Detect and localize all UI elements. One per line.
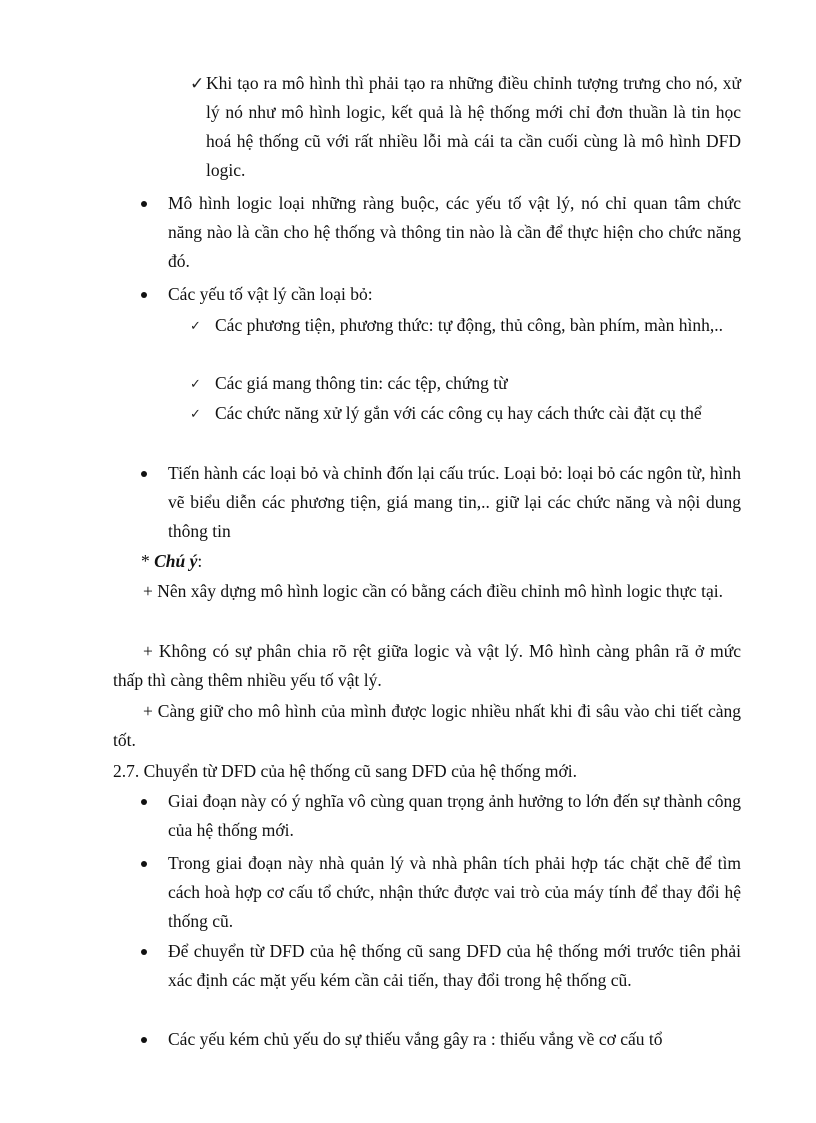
section-bullet [168,937,741,995]
sub-item [215,311,741,340]
section-bullet-text: Giai đoạn này có ý nghĩa vô cùng quan trọng ảnh hưởng to lớn đến sự thành công của hệ thống mới. [168,791,741,840]
section-bullet-text: Trong giai đoạn này nhà quản lý và nhà phân tích phải hợp tác chặt chẽ để tìm cách hoà hợp cơ cấu tổ chức, nhận thức được vai trò của máy tính để thay đổi hệ thống cũ. [168,853,741,931]
bullet-logic-model-text: Mô hình logic loại những ràng buộc, các yếu tố vật lý, nó chỉ quan tâm chức năng nào là cần cho hệ thống và thông tin nào là cần để thực hiện cho chức năng đó. [168,193,741,271]
checkmark-icon: ✓ [190,406,201,421]
checkmark-icon: ✓ [190,318,201,333]
checkmark-icon: ✓ [190,376,201,391]
check-intro-paragraph [206,69,741,185]
note-item-text: + Không có sự phân chia rõ rệt giữa logic và vật lý. Mô hình càng phân rã ở mức thấp thì càng thêm nhiều yếu tố vật lý. [113,641,741,690]
check-intro-text: Khi tạo ra mô hình thì phải tạo ra những điều chỉnh tượng trưng cho nó, xử lý nó như mô hình logic, kết quả là hệ thống mới chỉ đơn thuần là tin học hoá hệ thống cũ với rất nhiều lỗi mà cái ta cần cuối cùng là mô hình DFD logic. [206,73,741,180]
bullet-restructure [168,459,741,546]
bullet-physical-factors [168,280,741,309]
bullet-physical-factors-text: Các yếu tố vật lý cần loại bỏ: [168,284,373,304]
note-heading [141,547,441,576]
bullet-icon [141,459,151,469]
note-item [113,637,741,695]
section-bullet [168,849,741,936]
sub-item-text: Các giá mang thông tin: các tệp, chứng từ [215,373,508,393]
sub-item [215,399,741,428]
bullet-restructure-text: Tiến hành các loại bỏ và chỉnh đốn lại cấu trúc. Loại bỏ: loại bỏ các ngôn từ, hình vẽ biểu diễn các phương tiện, giá mang tin,.. giữ lại các chức năng và nội dung thông tin [168,463,741,541]
note-prefix: * [141,551,155,571]
section-bullet [168,1025,741,1054]
note-label: Chú ý [154,551,198,571]
section-heading-text: 2.7. Chuyển từ DFD của hệ thống cũ sang DFD của hệ thống mới. [113,761,577,781]
note-item [113,697,741,755]
checkmark-icon: ✓ [190,74,205,93]
section-bullet-text: Các yếu kém chủ yếu do sự thiếu vắng gây ra : thiếu vắng về cơ cấu tổ [168,1029,663,1049]
sub-item [215,369,741,398]
section-bullet [168,787,741,845]
bullet-icon [141,849,151,859]
sub-item-text: Các chức năng xử lý gắn với các công cụ hay cách thức cài đặt cụ thể [215,403,702,423]
bullet-icon [141,787,151,797]
bullet-icon [141,1025,151,1035]
note-item-text: + Càng giữ cho mô hình của mình được logic nhiều nhất khi đi sâu vào chi tiết càng tốt. [113,701,741,750]
note-item [113,577,741,606]
bullet-icon [141,189,151,199]
sub-item-text: Các phương tiện, phương thức: tự động, thủ công, bàn phím, màn hình,.. [215,315,723,335]
bullet-logic-model [168,189,741,276]
section-bullet-text: Để chuyển từ DFD của hệ thống cũ sang DFD của hệ thống mới trước tiên phải xác định các mặt yếu kém cần cải tiến, thay đổi trong hệ thống cũ. [168,941,741,990]
bullet-icon [141,280,151,290]
note-suffix: : [197,551,203,571]
bullet-icon [141,937,151,947]
section-heading [113,757,741,786]
note-item-text: + Nên xây dựng mô hình logic cần có bằng cách điều chỉnh mô hình logic thực tại. [143,581,723,601]
